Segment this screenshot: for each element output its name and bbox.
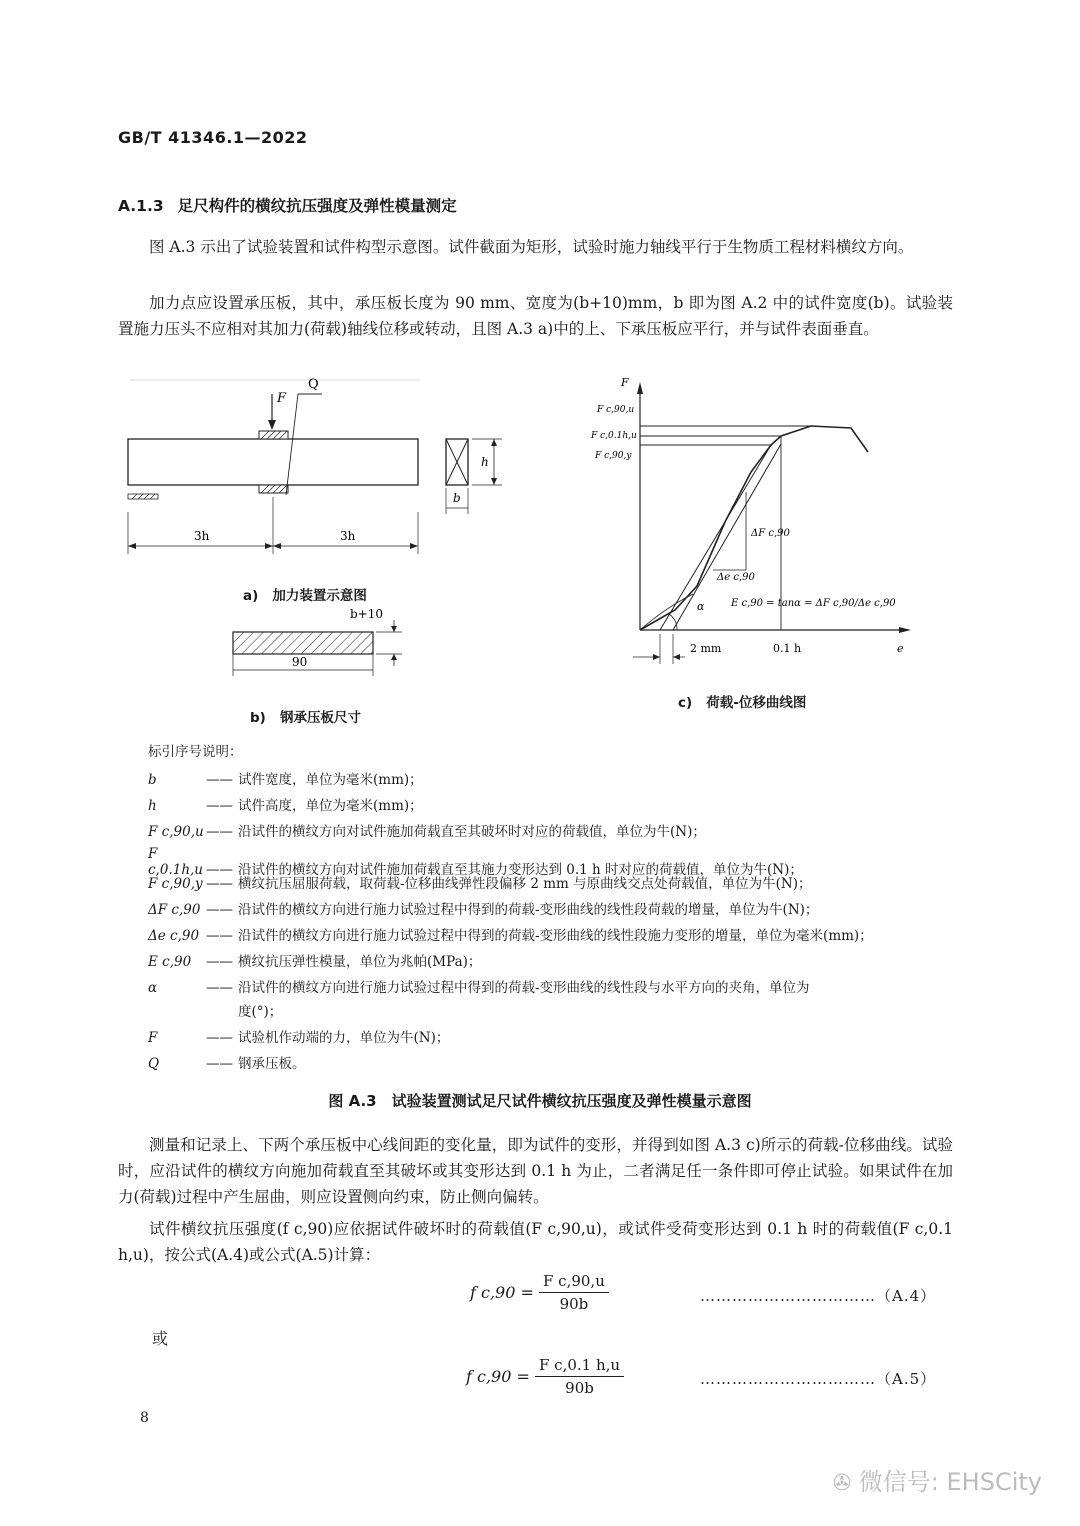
legend-item: Q —— 钢承压板。 — [148, 1056, 306, 1072]
label-alpha: α — [697, 600, 705, 613]
paragraph-1: 图 A.3 示出了试验装置和试件构型示意图。试件截面为矩形，试验时施力轴线平行于生物质工程材料横纹方向。 — [149, 238, 914, 256]
paragraph-2: 加力点应设置承压板，其中，承压板长度为 90 mm、宽度为(b+10)mm，b 即为图 A.2 中的试件宽度(b)。试验装置施力压头不应相对其加力(荷载)轴线位移或转动，且图 A.3 a)中的上、下承压板应平行，并与试件表面垂直。 — [118, 294, 953, 338]
figure-b-caption: b) 钢承压板尺寸 — [250, 710, 361, 726]
label-F01: F c,0.1h,u — [591, 431, 637, 441]
label-Fy: F c,90,y — [595, 451, 632, 461]
legend-title: 标引序号说明： — [148, 744, 243, 760]
figure-b-plate — [222, 604, 412, 686]
legend-item: F c,90,y —— 横纹抗压屈服荷载，取荷载-位移曲线弹性段偏移 2 mm 与原曲线交点处荷载值，单位为牛(N)； — [148, 876, 812, 892]
axis-F: F — [621, 376, 629, 389]
section-number: A.1.3 — [118, 197, 164, 215]
legend-item: h —— 试件高度，单位为毫米(mm)； — [148, 798, 423, 814]
figure-a-loading-setup — [110, 372, 510, 612]
axis-e: e — [897, 642, 904, 655]
legend-item: E c,90 —— 横纹抗压弹性模量，单位为兆帕(MPa)； — [148, 954, 482, 970]
wechat-icon: ✇ — [832, 1471, 852, 1496]
legend-item: ΔF c,90 —— 沿试件的横纹方向进行施力试验过程中得到的荷载-变形曲线的线性段荷载的增量，单位为牛(N)； — [148, 902, 819, 918]
legend-item: F c,0.1h,u —— 沿试件的横纹方向对试件施加荷载直至其施力变形达到 0.1 h 时对应的荷载值，单位为牛(N)； — [148, 846, 803, 878]
legend-item: b —— 试件宽度，单位为毫米(mm)； — [148, 772, 423, 788]
equation-number-a5: ……………………………（A.5） — [700, 1370, 937, 1388]
watermark: ✇ 微信号: EHSCity — [832, 1468, 1042, 1496]
paragraph-3: 测量和记录上、下两个承压板中心线间距的变化量，即为试件的变形，并得到如图 A.3 c)所示的荷载-位移曲线。试验时，应沿试件的横纹方向施加荷载直至其破坏或其变形达到 0.1 h 为止，二者满足任一条件即可停止试验。如果试件在加力(荷载)过程中产生屈曲，则应设置侧向约束，防止侧向偏转。 — [118, 1136, 953, 1206]
figure-caption: 图 A.3 试验装置测试足尺试件横纹抗压强度及弹性模量示意图 — [328, 1092, 752, 1110]
label-3h-left: 3h — [194, 529, 210, 543]
legend-item: F —— 试验机作动端的力，单位为牛(N)； — [148, 1030, 450, 1046]
legend-item: F c,90,u —— 沿试件的横纹方向对试件施加荷载直至其破坏时对应的荷载值，单位为牛(N)； — [148, 824, 706, 840]
formula-a5: f c,90 = $\frac{\text{F c,0.1 h,u}}{90b}$ — [466, 1356, 624, 1397]
label-F: F — [277, 391, 287, 406]
label-Fu: F c,90,u — [597, 405, 635, 415]
label-de: Δe c,90 — [717, 572, 755, 583]
section-heading — [118, 194, 471, 216]
label-2mm: 2 mm — [690, 642, 722, 655]
label-3h-right: 3h — [340, 529, 356, 543]
label-b-plus-10: b+10 — [350, 607, 384, 621]
label-E: E c,90 = tanα = ΔF c,90/Δe c,90 — [731, 598, 896, 609]
formula-a4: f c,90 = $\frac{\text{F c,90,u}}{90b}$ — [470, 1272, 609, 1313]
figure-c-caption: c) 荷载-位移曲线图 — [678, 695, 807, 711]
label-b: b — [453, 491, 461, 505]
label-Q: Q — [308, 377, 319, 392]
legend-item: α —— 沿试件的横纹方向进行施力试验过程中得到的荷载-变形曲线的线性段与水平方向的夹角，单位为 — [148, 980, 810, 996]
or-text: 或 — [152, 1329, 169, 1348]
label-90: 90 — [292, 655, 308, 669]
figure-c-load-displacement-curve — [585, 372, 925, 672]
legend-item-continuation: 度(°)； — [238, 1004, 283, 1020]
standard-number: GB/T 41346.1—2022 — [118, 128, 308, 147]
equation-number-a4: ……………………………（A.4） — [700, 1287, 937, 1305]
label-01h: 0.1 h — [773, 642, 802, 655]
figure-a-caption: a) 加力装置示意图 — [243, 588, 367, 604]
section-title: 足尺构件的横纹抗压强度及弹性模量测定 — [177, 197, 457, 215]
paragraph-4: 试件横纹抗压强度(f c,90)应依据试件破坏时的荷载值(F c,90,u)，或试件受荷变形达到 0.1 h 时的荷载值(F c,0.1 h,u)，按公式(A.4)或公式(A.5)计算： — [118, 1220, 953, 1264]
legend-item: Δe c,90 —— 沿试件的横纹方向进行施力试验过程中得到的荷载-变形曲线的线性段施力变形的增量，单位为毫米(mm)； — [148, 928, 873, 944]
label-h: h — [481, 455, 489, 469]
label-dF: ΔF c,90 — [751, 528, 790, 539]
page-number: 8 — [140, 1410, 149, 1426]
